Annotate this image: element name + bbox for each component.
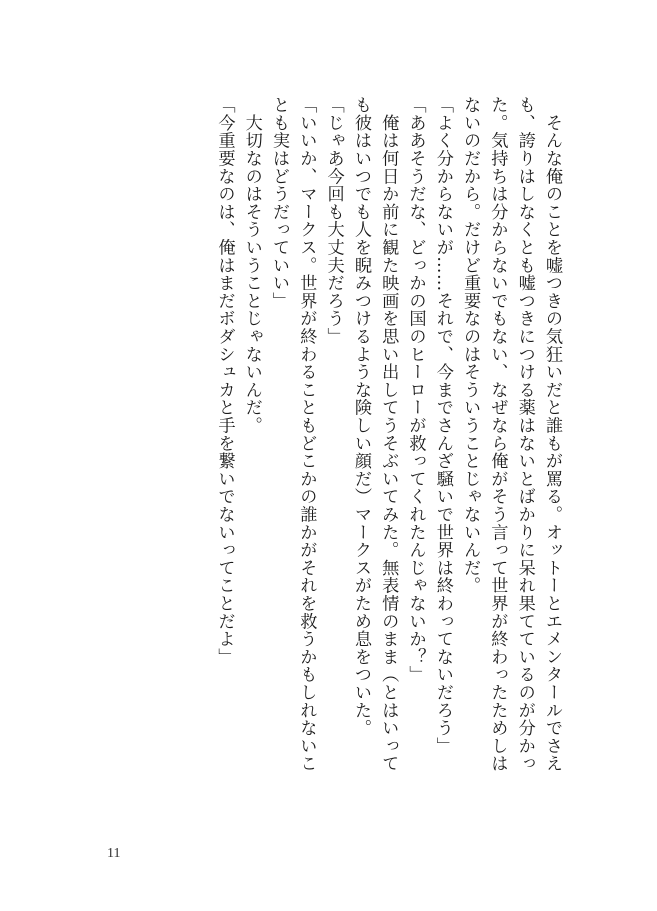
text-line: も、誇りはしなくとも嘘つきにつける薬はないとばかりに呆れ果てているのが分かっ (514, 96, 535, 773)
text-line: 「よく分からないが……それで、今までさんざ騒いで世界は終わってないだろう」 (432, 96, 453, 755)
text-line: 「ああそうだな、どっかの国のヒーローが救ってくれたんじゃないか？」 (405, 96, 426, 684)
body-text (210, 96, 565, 816)
page-number: 11 (107, 846, 121, 861)
text-line: 「今重要なのは、俺はまだボダシュカと手を繋いでないってことだよ」 (214, 96, 235, 666)
text-line: 俺は何日か前に観た映画を思い出してうそぶいてみた。無表情のまま（とはいって (378, 96, 399, 773)
text-line: そんな俺のことを嘘つきの気狂いだと誰もが罵る。オットーとエメンタールでさえ (542, 96, 562, 773)
text-line: 大切なのはそういうことじゃないんだ。 (241, 96, 262, 435)
text-line: 「じゃあ今回も大丈夫だろう」 (323, 96, 344, 346)
text-line: た。気持ちは分からないでもない、なぜなら俺がそう言って世界が終わったためしは (487, 96, 508, 773)
text-line: 「いいか、マークス。世界が終わることもどこかの誰かがそれを救うかもしれないこ (296, 96, 317, 773)
text-line: ないのだから。だけど重要なのはそういうことじゃないんだ。 (460, 96, 481, 595)
text-line: とも実はどうだっていい」 (269, 96, 290, 310)
text-line: も彼はいつでも人を睨みつけるような険しい顔だ）マークスがため息をついた。 (350, 96, 371, 737)
